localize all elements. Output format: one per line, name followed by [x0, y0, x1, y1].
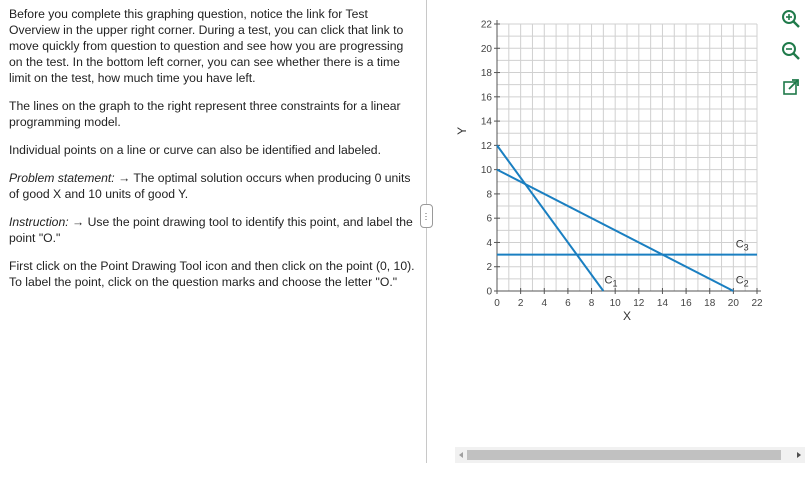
arrow-left-icon — [457, 451, 465, 459]
y-tick-label: 22 — [480, 19, 492, 31]
y-tick-label: 18 — [480, 68, 492, 80]
x-tick-label: 8 — [588, 298, 595, 309]
arrow-right-icon — [795, 451, 803, 459]
scroll-left-arrow[interactable] — [455, 447, 467, 463]
scroll-thumb[interactable] — [467, 450, 781, 460]
y-tick-label: 14 — [480, 116, 492, 128]
y-tick-label: 6 — [486, 213, 492, 225]
instruction-statement — [9, 214, 416, 246]
x-tick-label: 22 — [751, 298, 763, 309]
x-tick-label: 2 — [517, 298, 524, 309]
instruction-label: Instruction: — [9, 215, 69, 229]
popout-button[interactable] — [779, 76, 803, 98]
instruction-text: → Use the point drawing tool to identify this point, and label the point "O." — [9, 215, 413, 245]
graph-grid — [497, 24, 757, 291]
y-tick-label: 4 — [486, 237, 492, 249]
constraint-labels — [605, 238, 749, 288]
horizontal-scrollbar[interactable] — [455, 447, 805, 463]
splitter-dots: ⋯ — [421, 212, 432, 220]
y-tick-label: 8 — [486, 189, 492, 201]
x-tick-label: 16 — [680, 298, 692, 309]
x-tick-label: 12 — [633, 298, 645, 309]
zoom-out-icon — [781, 41, 801, 61]
x-tick-label: 4 — [541, 298, 548, 309]
y-tick-label: 12 — [480, 140, 492, 152]
y-tick-label: 2 — [486, 262, 492, 274]
y-tick-label: 16 — [480, 92, 492, 104]
final-paragraph: First click on the Point Drawing Tool icon and then click on the point (0, 10). To label the point, click on the question marks and choose the letter "O." — [9, 259, 415, 289]
x-tick-label: 20 — [727, 298, 739, 309]
problem-text: → The optimal solution occurs when producing 0 units of good X and 10 units of good Y. — [9, 171, 411, 201]
pane-divider — [426, 0, 427, 463]
y-tick-label: 10 — [480, 165, 492, 177]
x-tick-label: 18 — [704, 298, 716, 309]
scroll-right-arrow[interactable] — [793, 447, 805, 463]
constraints-paragraph: The lines on the graph to the right represent three constraints for a linear programming model. — [9, 99, 401, 129]
graph-axes — [481, 20, 763, 310]
zoom-out-button[interactable] — [779, 40, 803, 62]
y-tick-label: 0 — [486, 286, 492, 298]
y-tick-label: 20 — [480, 43, 492, 55]
y-axis-label: Y — [455, 126, 469, 135]
zoom-in-icon — [781, 9, 801, 29]
popout-icon — [781, 77, 801, 97]
x-axis-label: X — [622, 309, 632, 323]
points-paragraph: Individual points on a line or curve can also be identified and labeled. — [9, 143, 381, 157]
x-tick-label: 0 — [494, 298, 500, 309]
constraint-label: $C_1$ — [604, 274, 618, 289]
constraint-label: $C_3$ — [735, 238, 749, 253]
graph-canvas[interactable] — [430, 0, 780, 335]
problem-label: Problem statement: — [9, 171, 115, 185]
x-tick-label: 6 — [565, 298, 571, 309]
constraint-label: $C_2$ — [735, 274, 749, 289]
problem-statement — [9, 170, 416, 202]
zoom-in-button[interactable] — [779, 8, 803, 30]
x-tick-label: 14 — [656, 298, 669, 309]
x-tick-label: 10 — [609, 298, 621, 309]
intro-paragraph: Before you complete this graphing question, notice the link for Test Overview in the upper right corner. During a test, you can click that link to move quickly from question to question and see how you are progressing on the test. In the bottom left corner, you can see whether there is a time limit on the test, how much time you have left. — [9, 7, 404, 85]
